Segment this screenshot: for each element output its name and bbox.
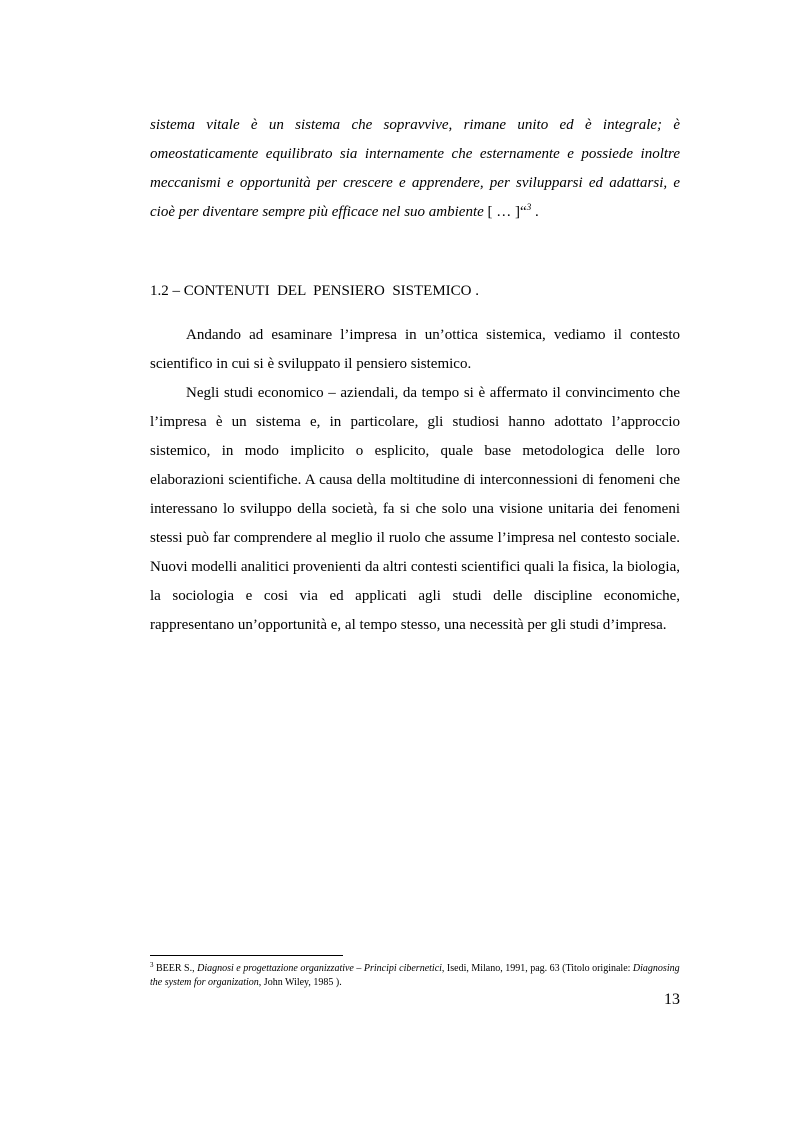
footnote-mark: 3 [150,961,154,969]
body-paragraph: Negli studi economico – aziendali, da tempo si è affermato il convincimento che l’impresa è un sistema e, in particolare, gli studiosi hanno adottato l’approccio sistemico, in modo implicito o esplicito, quale base metodologica delle loro elaborazioni scientifiche. A causa della moltitudine di interconnessioni di fenomeni che interessano lo sviluppo della società, fa si che solo una visione unitaria dei fenomeni stessi può far comprendere al meglio il ruolo che assume l’impresa nel contesto sociale. Nuovi modelli analitici provenienti da altri contesti scientifici quali la fisica, la biologia, la sociologia e cosi via ed applicati agli studi delle discipline economiche, rappresentano un’opportunità e, al tempo stesso, una necessità per gli studi d’impresa. [150,385,680,633]
quote-paragraph [150,111,680,227]
footnote-reference[interactable]: 3 [526,202,532,212]
quote-end: . [531,204,539,220]
footnote-publisher: , Isedi, Milano, 1991, pag. 63 (Titolo originale: [441,963,633,974]
quote-ellipsis: [ … ]“ [483,204,527,220]
body-text [150,321,680,640]
page-number: 13 [664,991,680,1008]
quote-text: sistema vitale è un sistema che sopravvive, rimane unito ed è integrale; è omeostaticamente equilibrato sia internamente che esternamente e possiede inoltre meccanismi e opportunità per crescere e apprendere, per svilupparsi ed adattarsi, e cioè per diventare sempre più efficace nel suo ambiente [150,117,680,220]
footnote-separator [150,955,343,956]
footnote-author: BEER S., [153,963,198,974]
footnote-original-title: Diagnosing the system for organization [150,963,680,988]
footnote [150,962,680,990]
footnote-original-publisher: , John Wiley, 1985 ). [258,977,342,988]
body-paragraph: Andando ad esaminare l’impresa in un’ottica sistemica, vediamo il contesto scientifico in cui si è sviluppato il pensiero sistemico. [150,327,680,372]
footnote-title: Diagnosi e progettazione organizzative – Principi cibernetici [197,963,442,974]
section-heading: 1.2 – CONTENUTI DEL PENSIERO SISTEMICO . [150,283,480,299]
